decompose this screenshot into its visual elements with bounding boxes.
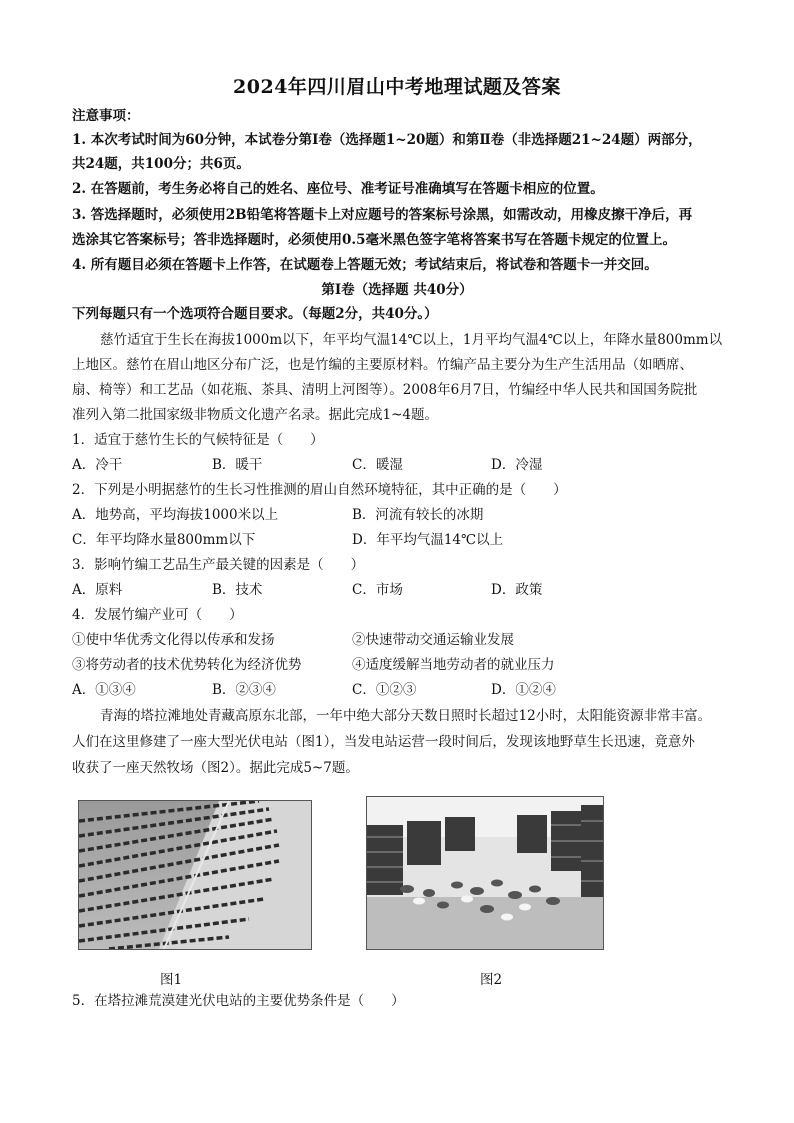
q4-statement-4: ④适度缓解当地劳动者的就业压力 — [352, 657, 555, 673]
q3-option-a: A．原料 — [72, 582, 123, 598]
q1-option-a: A．冷干 — [72, 457, 123, 473]
page-title: 2024年四川眉山中考地理试题及答案 — [233, 76, 561, 98]
passage2-line: 人们在这里修建了一座大型光伏电站（图1），当发电站运营一段时间后，发现该地野草生长迅速，竟意外 — [72, 734, 695, 750]
section-title: 第Ⅰ卷（选择题 共40分） — [321, 282, 473, 298]
question-1-stem: 1．适宜于慈竹生长的气候特征是（ ） — [72, 432, 324, 448]
q3-option-c: C．市场 — [352, 582, 403, 598]
question-4-stem: 4．发展竹编产业可（ ） — [72, 607, 243, 623]
q4-statement-2: ②快速带动交通运输业发展 — [352, 632, 514, 648]
passage1-line: 扇、椅等）和工艺品（如花瓶、茶具、清明上河图等）。2008年6月7日，竹编经中华人民共和国国务院批 — [72, 382, 698, 398]
passage1-line: 慈竹适宜于生长在海拔1000m以下，年平均气温14℃以上，1月平均气温4℃以上，年降水量800mm以 — [100, 332, 723, 348]
q2-option-a: A．地势高，平均海拔1000米以上 — [72, 507, 279, 523]
passage2-line: 青海的塔拉滩地处青藏高原东北部，一年中绝大部分天数日照时长超过12小时，太阳能资源非常丰富。 — [100, 708, 712, 724]
notice-line: 3. 答选择题时，必须使用2B铅笔将答题卡上对应题号的答案标号涂黑，如需改动，用橡皮擦干净后，再 — [72, 207, 693, 223]
notice-heading: 注意事项： — [72, 108, 140, 124]
notice-line: 共24题，共100分；共6页。 — [72, 156, 250, 172]
q2-option-b: B．河流有较长的冰期 — [352, 507, 484, 523]
pasture-photo — [367, 797, 603, 949]
solar-farm-photo — [79, 801, 311, 949]
q4-option-c: C．①②③ — [352, 682, 417, 698]
q3-option-d: D．政策 — [491, 582, 543, 598]
notice-line: 4. 所有题目必须在答题卡上作答，在试题卷上答题无效；考试结束后，将试卷和答题卡一并交回。 — [72, 257, 658, 273]
notice-line: 1. 本次考试时间为60分钟，本试卷分第Ⅰ卷（选择题1~20题）和第Ⅱ卷（非选择题21~24题）两部分， — [72, 132, 702, 148]
section-instruction: 下列每题只有一个选项符合题目要求。（每题2分，共40分。） — [72, 306, 438, 322]
question-2-stem: 2．下列是小明据慈竹的生长习性推测的眉山自然环境特征，其中正确的是（ ） — [72, 482, 567, 498]
passage2-line: 收获了一座天然牧场（图2）。据此完成5~7题。 — [72, 760, 359, 776]
q1-option-b: B．暖干 — [212, 457, 263, 473]
figure-2-pasture — [366, 796, 604, 950]
question-5-stem: 5．在塔拉滩荒漠建光伏电站的主要优势条件是（ ） — [72, 993, 405, 1009]
question-3-stem: 3．影响竹编工艺品生产最关键的因素是（ ） — [72, 557, 365, 573]
q1-option-d: D．冷湿 — [491, 457, 543, 473]
q4-statement-1: ①使中华优秀文化得以传承和发扬 — [72, 632, 275, 648]
q3-option-b: B．技术 — [212, 582, 263, 598]
q4-option-b: B．②③④ — [212, 682, 276, 698]
q2-option-d: D．年平均气温14℃以上 — [352, 532, 504, 548]
passage1-line: 上地区。慈竹在眉山地区分布广泛，也是竹编的主要原材料。竹编产品主要分为生产生活用品（如晒席、 — [72, 357, 693, 373]
figure-2-caption: 图2 — [480, 972, 503, 988]
passage1-line: 准列入第二批国家级非物质文化遗产名录。据此完成1~4题。 — [72, 407, 438, 423]
q4-option-a: A．①③④ — [72, 682, 136, 698]
notice-line: 选涂其它答案标号；答非选择题时，必须使用0.5毫米黑色签字笔将答案书写在答题卡规定的位置上。 — [72, 232, 676, 248]
notice-line: 2. 在答题前，考生务必将自己的姓名、座位号、准考证号准确填写在答题卡相应的位置。 — [72, 181, 604, 197]
figure-1-solar-farm — [78, 800, 312, 950]
q4-statement-3: ③将劳动者的技术优势转化为经济优势 — [72, 657, 302, 673]
q4-option-d: D．①②④ — [491, 682, 556, 698]
q1-option-c: C．暖湿 — [352, 457, 403, 473]
figure-1-caption: 图1 — [160, 972, 183, 988]
q2-option-c: C．年平均降水量800mm以下 — [72, 532, 256, 548]
